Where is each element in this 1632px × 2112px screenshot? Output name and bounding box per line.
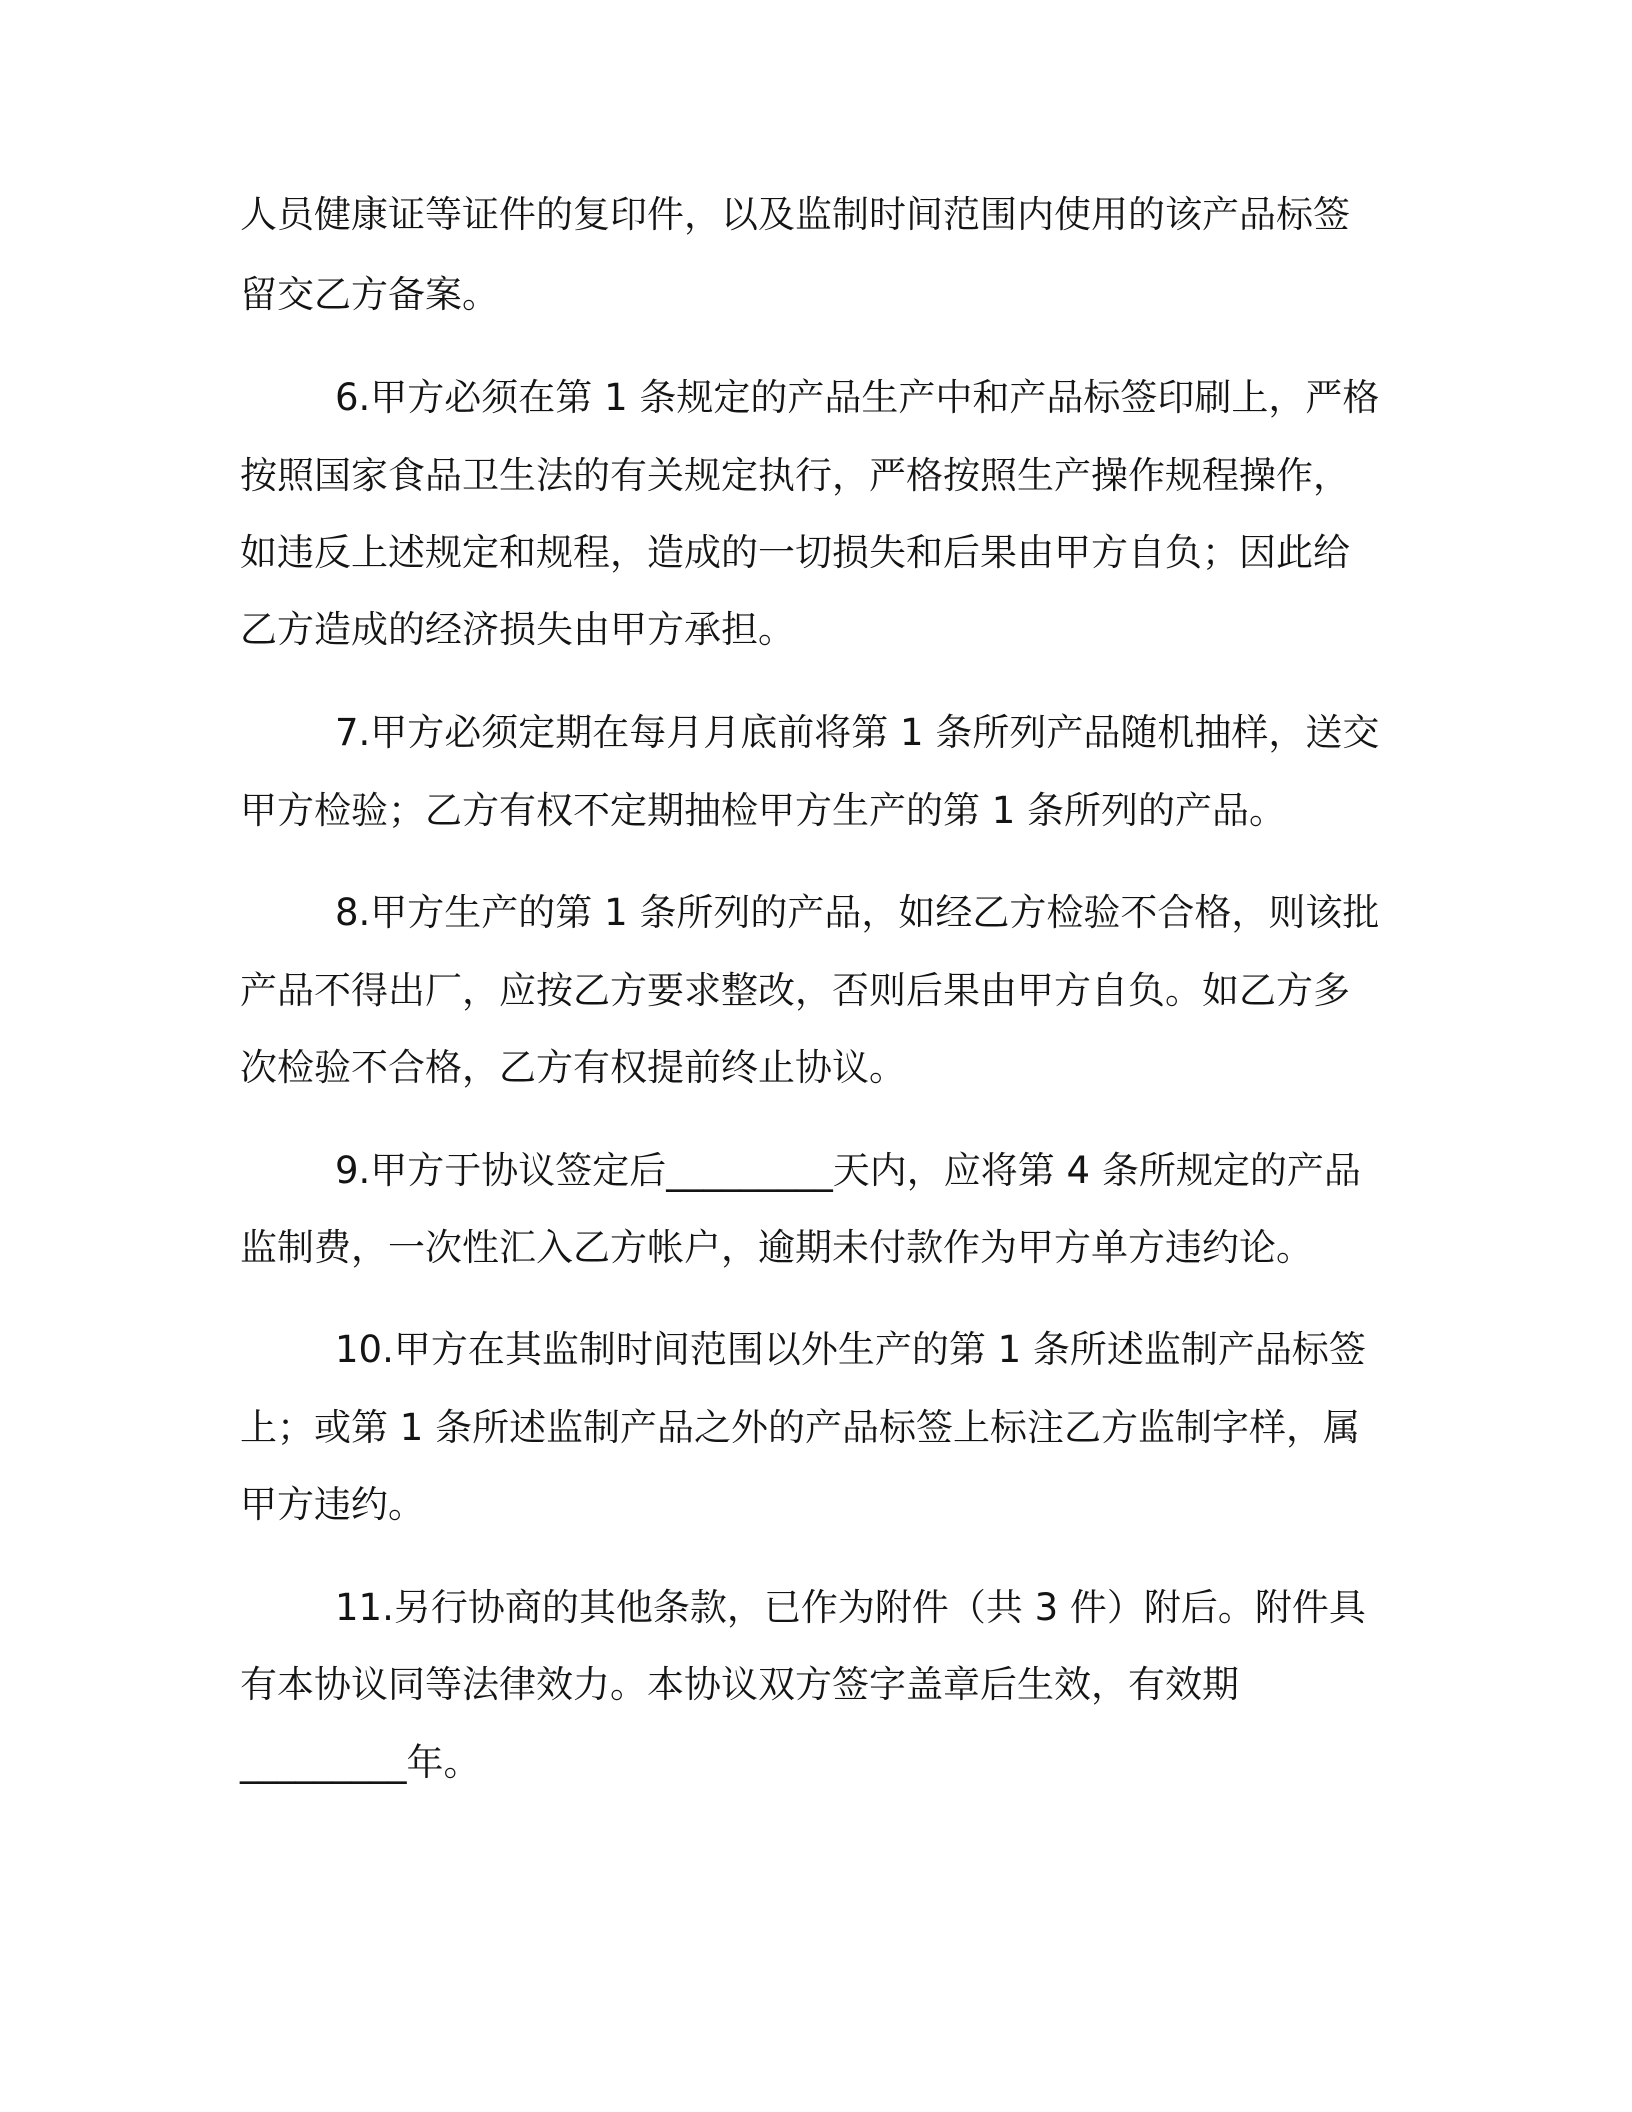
paragraph-5-line-1: 人员健康证等证件的复印件，以及监制时间范围内使用的该产品标签 [240,193,1350,236]
clause-10-line-2: 上；或第 1 条所述监制产品之外的产品标签上标注乙方监制字样，属 [240,1406,1361,1449]
clause-8-line-3: 次检验不合格，乙方有权提前终止协议。 [240,1046,906,1089]
clause-10-line-3: 甲方违约。 [240,1483,425,1526]
clause-7-line-1: 7.甲方必须定期在每月月底前将第 1 条所列产品随机抽样，送交 [335,711,1380,754]
clause-9-line-2: 监制费，一次性汇入乙方帐户，逾期未付款作为甲方单方违约论。 [240,1226,1313,1269]
clause-11-line-3: _________年。 [240,1741,481,1784]
clause-6-line-3: 如违反上述规定和规程，造成的一切损失和后果由甲方自负；因此给 [240,531,1350,574]
clause-8-line-1: 8.甲方生产的第 1 条所列的产品，如经乙方检验不合格，则该批 [335,891,1380,934]
clause-10-line-1: 10.甲方在其监制时间范围以外生产的第 1 条所述监制产品标签 [335,1328,1366,1371]
clause-7-line-2: 甲方检验；乙方有权不定期抽检甲方生产的第 1 条所列的产品。 [240,789,1287,832]
clause-6-line-4: 乙方造成的经济损失由甲方承担。 [240,608,795,651]
clause-11-line-1: 11.另行协商的其他条款，已作为附件（共 3 件）附后。附件具 [335,1586,1366,1629]
clause-11-line-2: 有本协议同等法律效力。本协议双方签字盖章后生效，有效期 [240,1663,1239,1706]
clause-6-line-2: 按照国家食品卫生法的有关规定执行，严格按照生产操作规程操作， [240,454,1350,497]
paragraph-5-line-2: 留交乙方备案。 [240,273,499,316]
clause-8-line-2: 产品不得出厂，应按乙方要求整改，否则后果由甲方自负。如乙方多 [240,969,1350,1012]
clause-6-line-1: 6.甲方必须在第 1 条规定的产品生产中和产品标签印刷上，严格 [335,376,1380,419]
clause-9-line-1: 9.甲方于协议签定后_________天内，应将第 4 条所规定的产品 [335,1149,1361,1192]
